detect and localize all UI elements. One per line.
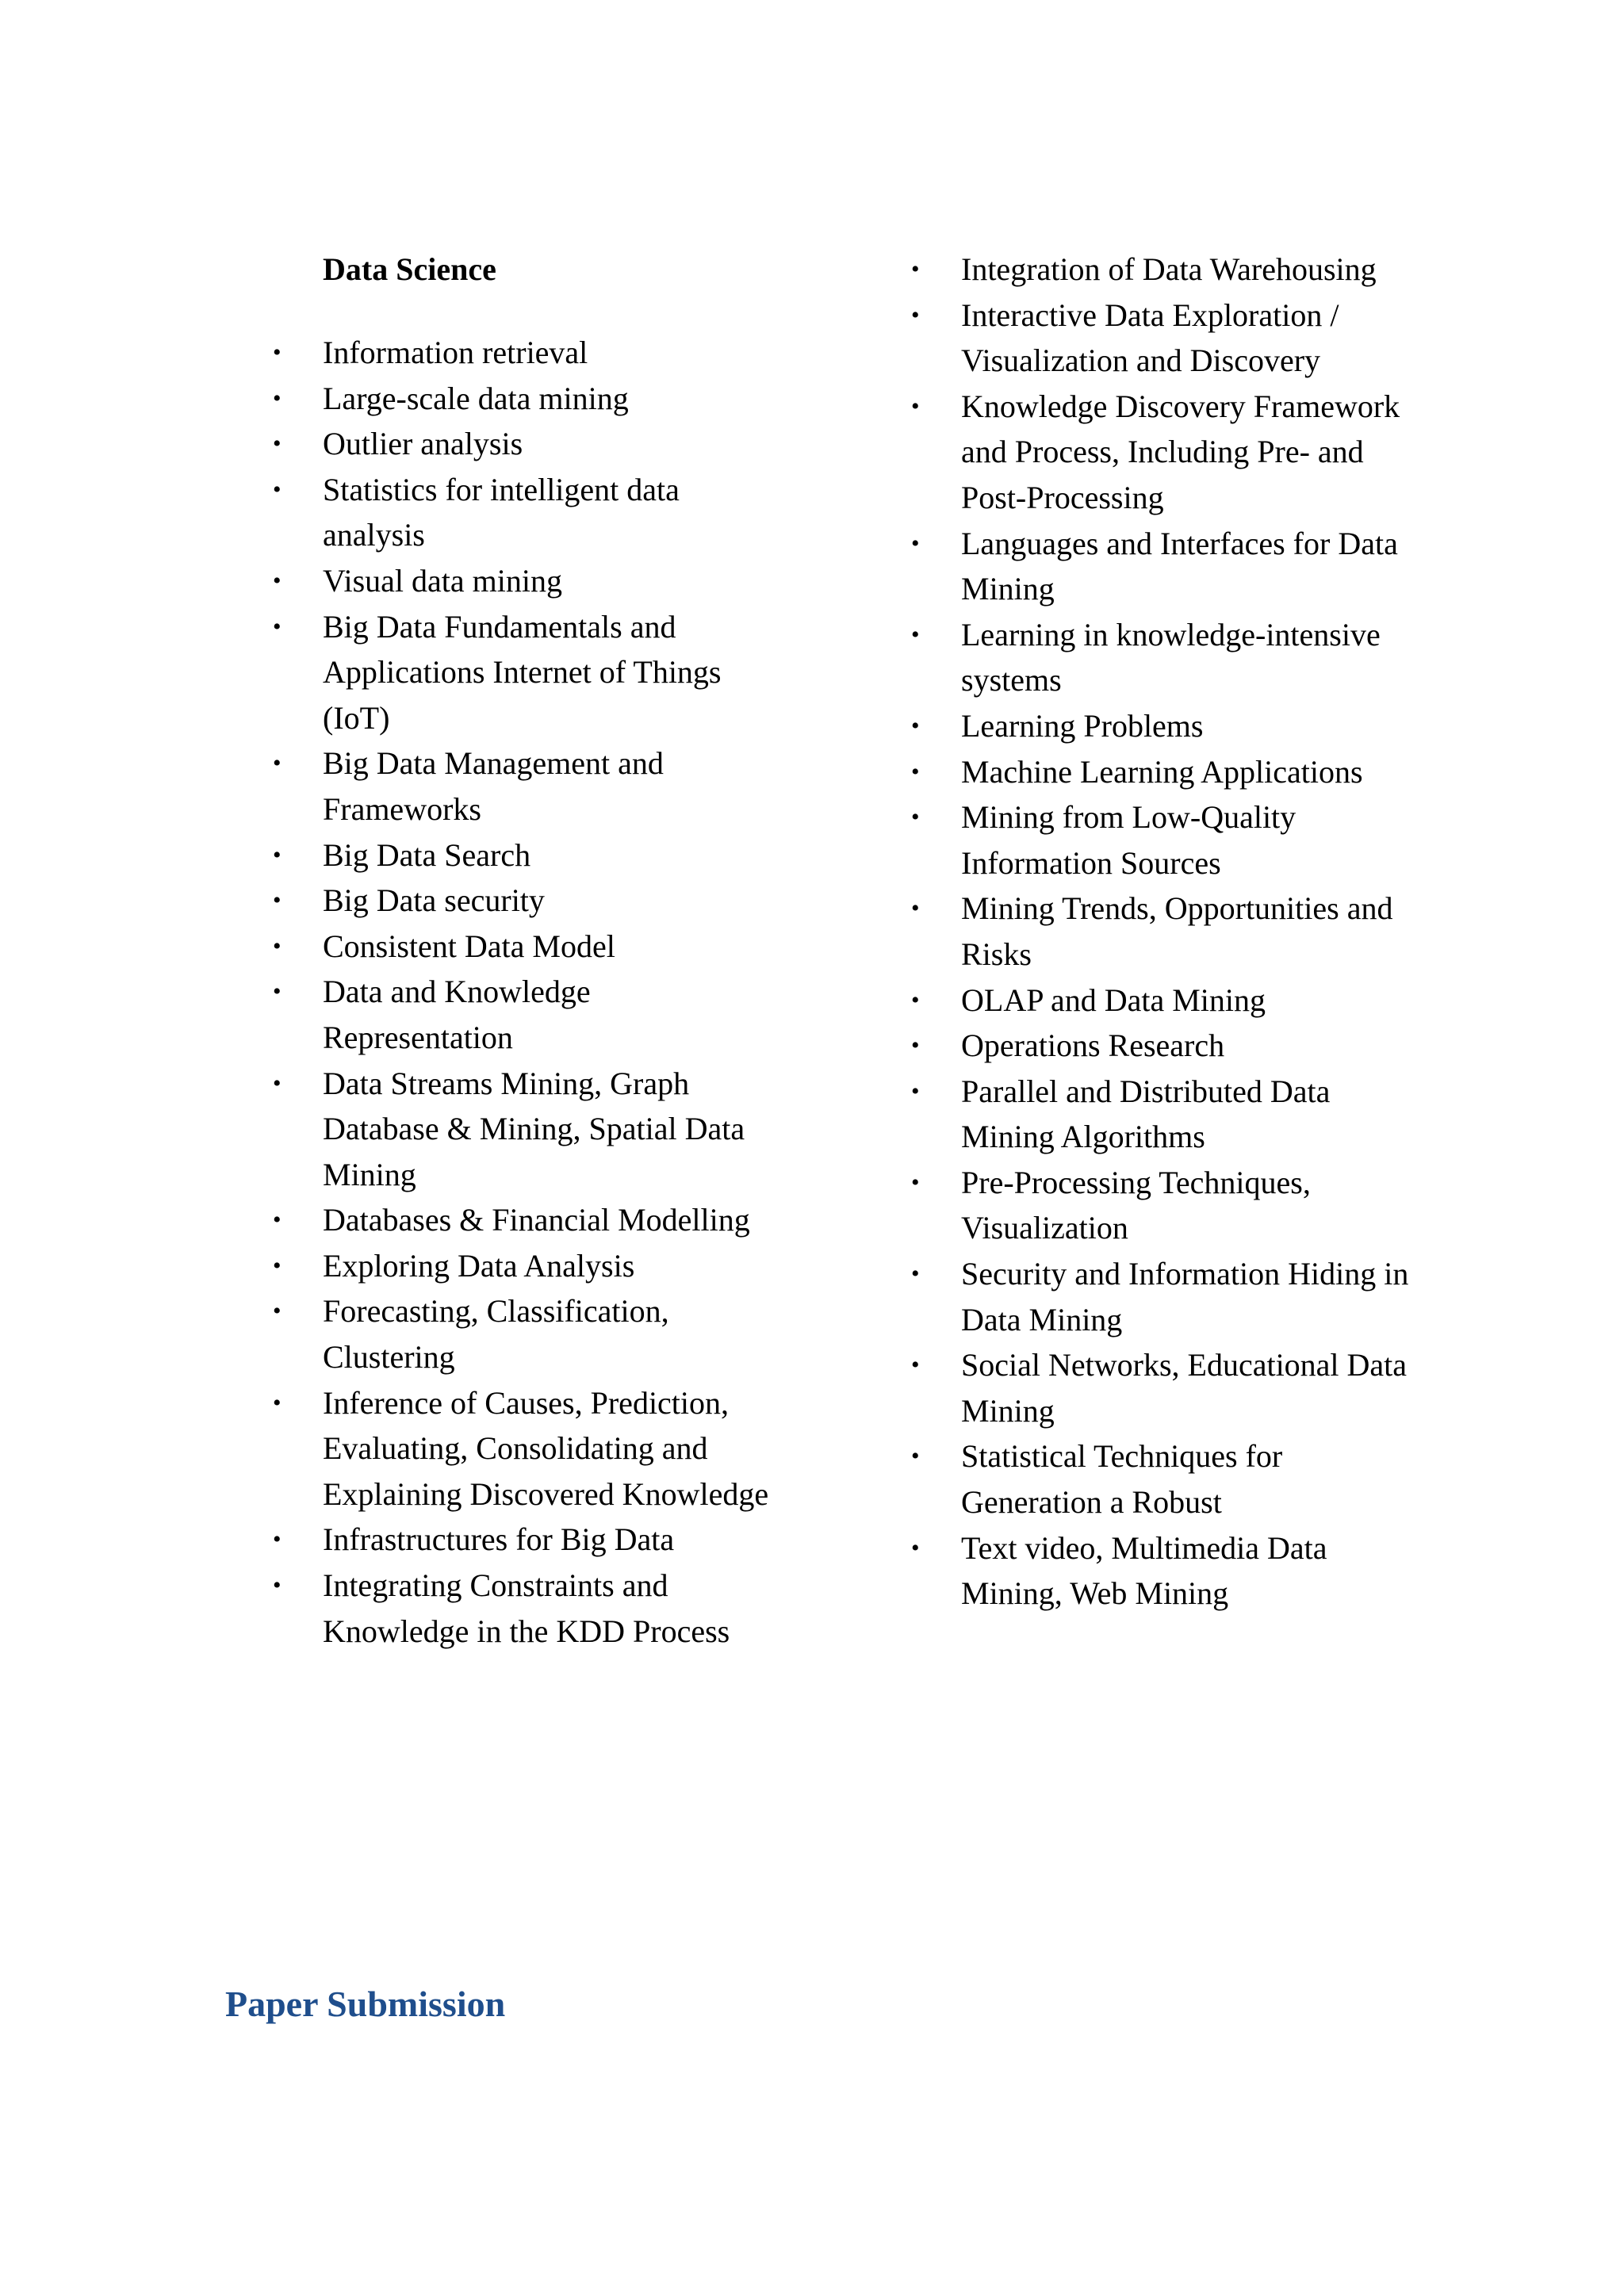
topic-label: Information retrieval [323, 335, 588, 370]
topic-label: Statistical Techniques for Generation a Robust [961, 1438, 1283, 1521]
topic-label: Big Data Fundamentals and Applications Internet of Things (IoT) [323, 608, 722, 736]
topic-list-item [271, 1061, 779, 1198]
topic-label: Pre-Processing Techniques, Visualization [961, 1164, 1311, 1246]
topic-label: Large-scale data mining [323, 380, 629, 416]
bullet-icon: • [911, 1077, 920, 1104]
bullet-icon: • [911, 1032, 920, 1059]
topic-label: Visual data mining [323, 562, 562, 599]
topic-list-item [910, 521, 1417, 612]
section-title: Data Science [323, 251, 496, 287]
bullet-icon: • [911, 804, 920, 831]
bullet-icon: • [911, 1169, 920, 1196]
topic-list-item [910, 293, 1417, 384]
topic-label: Knowledge Discovery Framework and Process, Including Pre- and Post-Processing [961, 388, 1400, 515]
bullet-icon: • [911, 1352, 920, 1379]
bullet-icon: • [911, 758, 920, 785]
topic-list-item [271, 376, 779, 422]
topic-list-item [910, 1069, 1417, 1160]
topic-list-item [271, 878, 779, 924]
topic-label: Data and Knowledge Representation [323, 974, 591, 1055]
topic-list-item [910, 247, 1417, 293]
topic-list-item [271, 1288, 779, 1380]
topic-label: Operations Research [961, 1027, 1225, 1064]
topic-list-item [910, 703, 1417, 749]
left-topic-list [271, 330, 779, 1654]
bullet-icon: • [273, 1572, 282, 1599]
topic-label: Integration of Data Warehousing [961, 251, 1377, 287]
right-topic-list [910, 247, 1417, 1617]
bullet-icon: • [273, 750, 282, 777]
topic-label: Big Data Search [323, 836, 531, 873]
topic-list-item [271, 330, 779, 376]
topic-label: Learning in knowledge-intensive systems [961, 616, 1381, 698]
bullet-icon: • [273, 887, 282, 914]
topic-label: Consistent Data Model [323, 928, 615, 964]
bullet-icon: • [911, 1443, 920, 1470]
topic-list-item [910, 1023, 1417, 1069]
bullet-icon: • [911, 256, 920, 282]
bullet-icon: • [911, 986, 920, 1013]
topic-list-item [271, 1197, 779, 1243]
topic-label: Exploring Data Analysis [323, 1247, 635, 1284]
topic-label: Integrating Constraints and Knowledge in the KDD Process [323, 1567, 730, 1649]
bullet-icon: • [273, 567, 282, 594]
topic-list-item [271, 924, 779, 970]
topic-list-item [271, 558, 779, 604]
topic-label: Data Streams Mining, Graph Database & Mining, Spatial Data Mining [323, 1065, 745, 1192]
topic-label: Languages and Interfaces for Data Mining [961, 525, 1398, 607]
topic-list-item [910, 1251, 1417, 1342]
topic-list-item [271, 1563, 779, 1654]
topic-list-item [271, 832, 779, 878]
bullet-icon: • [273, 476, 282, 503]
topic-list-item [910, 1342, 1417, 1433]
topic-list-item [910, 749, 1417, 795]
topic-label: Text video, Multimedia Data Mining, Web Mining [961, 1529, 1327, 1612]
topic-label: Databases & Financial Modelling [323, 1202, 750, 1238]
bullet-icon: • [273, 430, 282, 457]
topic-label: Inference of Causes, Prediction, Evaluating, Consolidating and Explaining Discovered Knowledge [323, 1384, 769, 1512]
topic-label: Infrastructures for Big Data [323, 1521, 675, 1558]
bullet-icon: • [273, 1298, 282, 1325]
topic-label: Parallel and Distributed Data Mining Algorithms [961, 1073, 1331, 1155]
bullet-icon: • [911, 621, 920, 648]
topic-list-item [271, 969, 779, 1060]
topic-list-item [271, 1380, 779, 1517]
topic-list-item [271, 421, 779, 467]
topic-list-item [910, 794, 1417, 886]
topic-label: OLAP and Data Mining [961, 982, 1266, 1018]
bullet-icon: • [273, 385, 282, 411]
topic-list-item [910, 1525, 1417, 1617]
bullet-icon: • [273, 932, 282, 959]
bullet-icon: • [273, 1207, 282, 1234]
topic-label: Learning Problems [961, 707, 1204, 744]
bullet-icon: • [273, 613, 282, 640]
topic-list-item [910, 1433, 1417, 1525]
topic-list-item [271, 467, 779, 558]
topic-label: Forecasting, Classification, Clustering [323, 1293, 669, 1376]
bullet-icon: • [273, 1252, 282, 1279]
bullet-icon: • [911, 392, 920, 419]
bullet-icon: • [911, 1261, 920, 1288]
bullet-icon: • [273, 978, 282, 1005]
topic-label: Mining Trends, Opportunities and Risks [961, 890, 1393, 972]
bullet-icon: • [273, 1526, 282, 1553]
topic-list-item [910, 612, 1417, 703]
topic-list-item [910, 384, 1417, 521]
topic-label: Interactive Data Exploration / Visualization and Discovery [961, 297, 1339, 379]
bullet-icon: • [273, 1070, 282, 1096]
topic-list-item [271, 604, 779, 741]
bullet-icon: • [911, 1534, 920, 1561]
topic-label: Big Data Management and Frameworks [323, 745, 664, 827]
topic-label: Security and Information Hiding in Data Mining [961, 1256, 1409, 1337]
bullet-icon: • [273, 841, 282, 868]
topic-label: Machine Learning Applications [961, 753, 1363, 790]
topic-label: Mining from Low-Quality Information Sources [961, 799, 1297, 881]
bullet-icon: • [911, 895, 920, 922]
bullet-icon: • [273, 1389, 282, 1416]
topic-list-item [271, 740, 779, 832]
bullet-icon: • [911, 712, 920, 739]
topic-list-item [910, 1160, 1417, 1251]
topic-label: Social Networks, Educational Data Mining [961, 1347, 1408, 1429]
topic-list-item [910, 978, 1417, 1024]
topic-list-item [271, 1243, 779, 1289]
paper-submission-heading: Paper Submission [225, 1984, 506, 2024]
topic-list-item [910, 886, 1417, 977]
topic-label: Big Data security [323, 882, 545, 919]
bullet-icon: • [911, 301, 920, 328]
topic-label: Statistics for intelligent data analysis [323, 471, 680, 553]
topic-list-item [271, 1517, 779, 1563]
bullet-icon: • [911, 530, 920, 557]
bullet-icon: • [273, 339, 282, 365]
topic-label: Outlier analysis [323, 426, 523, 462]
